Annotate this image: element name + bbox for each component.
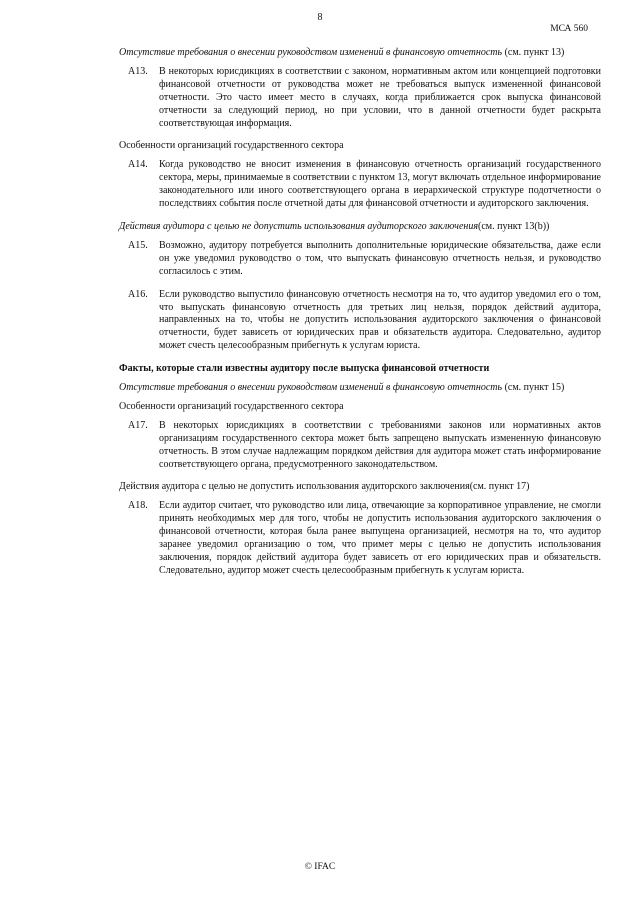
section-heading (119, 221, 601, 234)
paragraph-a15 (119, 240, 601, 279)
paragraph-number: A17. (128, 419, 148, 431)
paragraph-text: В некоторых юрисдикциях в соответствии с требованиями законов или нормативных актов организациям государственного сектора может быть запрещено выпускать измененную финансовую отчетность. В этом случае надлежащим порядком действия для аудитора может стать информирование соответствующего органа, предусмотренного законодательством. (159, 419, 601, 470)
standard-code: МСА 560 (550, 24, 588, 34)
heading-ref: (см. пункт 13) (502, 47, 565, 58)
paragraph-a13 (119, 66, 601, 131)
heading-ref: (см. пункт 15) (502, 382, 565, 394)
section-heading (119, 47, 601, 60)
heading-italic: Отсутствие требования о внесении руководством изменений в финансовую отчетность (119, 382, 503, 394)
page-content (119, 47, 601, 588)
paragraph-text: Если руководство выпустило финансовую отчетность несмотря на то, что аудитор уведомил его о том, что выпускать финансовую отчетность для третьих лиц нельзя, порядок действий аудитора, направленных на то, чтобы не допустить использования аудиторского заключения о финансовой отчетности, будет зависеть от юридических прав и обязательств аудитора. Следовательно, аудитор может счесть целесообразным прибегнуть к услугам юриста. (159, 288, 601, 352)
heading-ref: (см. пункт 13(b)) (478, 220, 550, 232)
page-number: 8 (317, 12, 323, 23)
section-heading: Особенности организаций государственного сектора (119, 400, 344, 412)
paragraph-text: Возможно, аудитору потребуется выполнить дополнительные юридические обязательства, даже если он уже уведомил руководство о том, что выпускать финансовую отчетность нельзя, и руководство согласилось с этим. (159, 239, 601, 277)
heading-italic: Отсутствие требования о внесении руководством изменений в финансовую отчетность (119, 47, 503, 58)
paragraph-a17 (119, 420, 601, 472)
paragraph-text: Когда руководство не вносит изменения в финансовую отчетность организаций государственного сектора, меры, принимаемые в соответствии с пунктом 13, могут включать отдельное информирование законодательного или иного соответствующего органа в иерархической структуре подотчетности о последствиях события после отчетной даты для финансовой отчетности и аудиторского заключения. (159, 159, 601, 210)
paragraph-number: A18. (128, 500, 148, 512)
section-heading-bold: Факты, которые стали известны аудитору после выпуска финансовой отчетности (119, 363, 490, 375)
paragraph-a16 (119, 289, 601, 354)
paragraph-a18 (119, 500, 601, 577)
heading-italic: Действия аудитора с целью не допустить использования аудиторского заключения (119, 220, 478, 232)
paragraph-text: Если аудитор считает, что руководство или лица, отвечающие за корпоративное управление, не смогли принять необходимых мер для того, чтобы не допустить использования аудиторского заключения о финансовой отчетности, которая была ранее выпущена организацией, несмотря на то, что аудитор заранее уведомил организацию о том, что примет меры с целью не допустить использования заключения, порядок действий аудитора будет зависеть от его юридических прав и обязательств. Следовательно, аудитор может счесть целесообразным прибегнуть к услугам юриста. (159, 500, 601, 576)
paragraph-number: A15. (128, 239, 148, 251)
section-heading: Действия аудитора с целью не допустить использования аудиторского заключения(см. пункт 17) (119, 481, 530, 493)
section-heading: Особенности организаций государственного сектора (119, 140, 344, 152)
paragraph-text: В некоторых юрисдикциях в соответствии с законом, нормативным актом или концепцией подготовки финансовой отчетности от руководства может не требоваться выпуск измененной финансовой отчетности. Это часто имеет место в случаях, когда приближается срок выпуска финансовой отчетности за следующий период, но при условии, что в данной отчетности будет раскрыта соответствующая информация. (159, 65, 601, 129)
paragraph-a14 (119, 159, 601, 211)
section-heading (119, 382, 601, 395)
paragraph-number: A13. (128, 65, 148, 77)
paragraph-number: A16. (128, 288, 148, 300)
page-footer: © IFAC (304, 862, 336, 872)
paragraph-number: A14. (128, 159, 148, 171)
